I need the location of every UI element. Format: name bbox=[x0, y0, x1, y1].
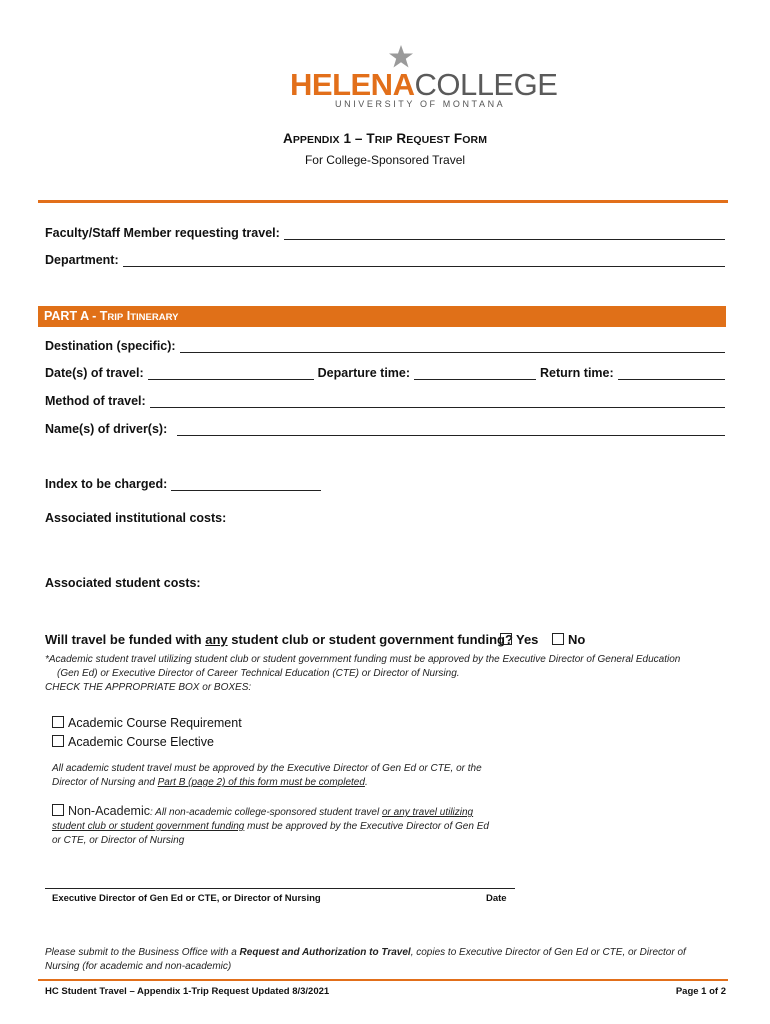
return-blank[interactable] bbox=[618, 367, 725, 380]
signer-label: Executive Director of Gen Ed or CTE, or Director of Nursing bbox=[52, 893, 321, 904]
funding-question: Will travel be funded with any student club or student government funding? bbox=[45, 632, 513, 647]
funding-no-option[interactable]: No bbox=[552, 632, 585, 647]
elective-checkbox[interactable] bbox=[52, 735, 64, 747]
student-costs-label: Associated student costs: bbox=[45, 576, 201, 590]
yes-checkbox[interactable] bbox=[500, 633, 512, 645]
faculty-field[interactable] bbox=[45, 226, 725, 240]
destination-blank[interactable] bbox=[180, 340, 725, 353]
page-title: APPENDIX 1 – TRIP REQUEST FORM bbox=[282, 131, 488, 146]
academic-elective-option[interactable]: Academic Course Elective bbox=[52, 735, 214, 749]
funding-note: *Academic student travel utilizing student club or student government funding must be approved by the Executive Director of General Education (Gen Ed) or Executive Director of Career Technical Education (CTE) or Director of Nursing. CHECK THE APPROPRIATE BOX or BOXES: bbox=[45, 654, 681, 693]
faculty-blank[interactable] bbox=[284, 227, 725, 240]
method-label: Method of travel: bbox=[45, 394, 146, 408]
page-number: Page 1 of 2 bbox=[675, 986, 726, 997]
footer-left: HC Student Travel – Appendix 1-Trip Request Updated 8/3/2021 bbox=[45, 986, 330, 997]
header-divider bbox=[38, 200, 728, 203]
department-label: Department: bbox=[45, 253, 119, 267]
departure-label: Departure time: bbox=[317, 366, 411, 380]
index-label: Index to be charged: bbox=[45, 477, 168, 491]
drivers-label: Name(s) of driver(s): bbox=[45, 422, 168, 436]
non-academic-checkbox[interactable] bbox=[52, 804, 64, 816]
institutional-costs-label: Associated institutional costs: bbox=[45, 511, 227, 525]
dates-row bbox=[45, 366, 725, 380]
no-checkbox[interactable] bbox=[552, 633, 564, 645]
footer-divider bbox=[38, 979, 728, 981]
requirement-checkbox[interactable] bbox=[52, 716, 64, 728]
faculty-label: Faculty/Staff Member requesting travel: bbox=[45, 226, 280, 240]
return-label: Return time: bbox=[540, 366, 614, 380]
destination-label: Destination (specific): bbox=[45, 339, 176, 353]
index-field[interactable] bbox=[45, 477, 325, 491]
signature-line[interactable] bbox=[45, 888, 515, 889]
department-blank[interactable] bbox=[123, 254, 725, 267]
drivers-field[interactable] bbox=[45, 422, 725, 436]
method-blank[interactable] bbox=[150, 395, 725, 408]
departure-blank[interactable] bbox=[414, 367, 536, 380]
dates-blank[interactable] bbox=[148, 367, 314, 380]
part-a-heading: PART A - TRIP ITINERARY bbox=[38, 306, 726, 327]
funding-yes-option[interactable]: Yes bbox=[500, 632, 538, 647]
destination-field[interactable] bbox=[45, 339, 725, 353]
page-subtitle: For College-Sponsored Travel bbox=[304, 153, 466, 167]
method-field[interactable] bbox=[45, 394, 725, 408]
academic-requirement-option[interactable]: Academic Course Requirement bbox=[52, 716, 242, 730]
department-field[interactable] bbox=[45, 253, 725, 267]
non-academic-option[interactable]: Non-Academic: All non-academic college-sponsored student travel or any travel utilizing student club or student government funding must be approved by the Executive Director of Gen Ed or CTE, or Director of Nursing bbox=[52, 804, 489, 846]
academic-note: All academic student travel must be approved by the Executive Director of Gen Ed or CTE, or the Director of Nursing and Part B (page 2) of this form must be completed. bbox=[52, 763, 482, 788]
date-label: Date bbox=[486, 893, 507, 904]
index-blank[interactable] bbox=[171, 478, 321, 491]
submit-instructions: Please submit to the Business Office with a Request and Authorization to Travel, copies to Executive Director of Gen Ed or CTE, or Director of Nursing (for academic and non-academic) bbox=[45, 947, 686, 972]
logo-subtitle: UNIVERSITY OF MONTANA bbox=[335, 99, 506, 109]
dates-label: Date(s) of travel: bbox=[45, 366, 144, 380]
drivers-blank[interactable] bbox=[177, 423, 725, 436]
college-logo: HELENACOLLEGE bbox=[290, 67, 558, 102]
